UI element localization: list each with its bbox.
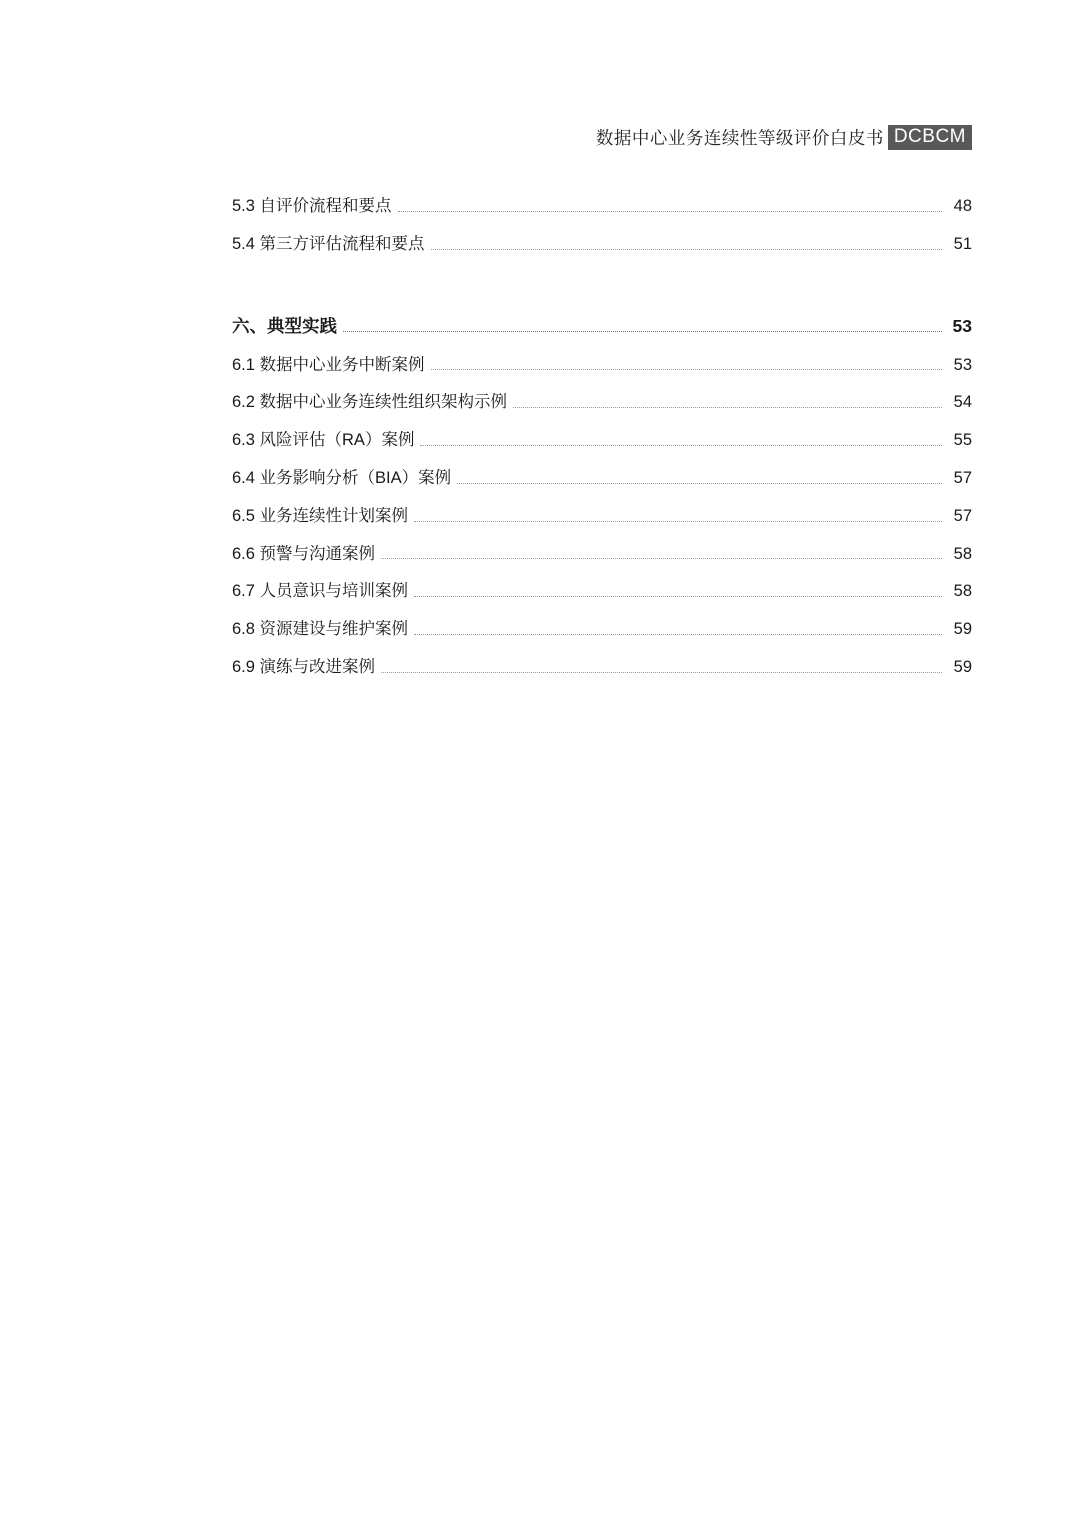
- toc-entry-label: 六、典型实践: [232, 315, 337, 336]
- toc-entry[interactable]: [232, 188, 972, 226]
- toc-entry[interactable]: [232, 384, 972, 422]
- toc-entry[interactable]: [232, 226, 972, 264]
- toc-entry-label: 6.8 资源建设与维护案例: [232, 620, 409, 639]
- toc-entry-page: 55: [953, 431, 972, 450]
- toc-entry[interactable]: [232, 611, 972, 649]
- toc-leader: [420, 444, 942, 446]
- toc-entry-label: 6.6 预警与沟通案例: [232, 544, 376, 563]
- toc-entry-label: 6.9 演练与改进案例: [232, 657, 376, 676]
- toc-entry-label: 5.4 第三方评估流程和要点: [232, 234, 425, 253]
- toc-entry-page: 51: [953, 234, 972, 253]
- toc-entry[interactable]: [232, 460, 972, 498]
- dcbcm-badge: DCBCM: [888, 125, 972, 150]
- toc-entry-label: 6.3 风险评估（RA）案例: [232, 431, 415, 450]
- toc-entry-page: 54: [953, 393, 972, 412]
- toc-leader: [398, 210, 942, 212]
- toc-entry-page: 57: [953, 468, 972, 487]
- page-content: [232, 120, 972, 687]
- toc-leader: [414, 633, 942, 635]
- toc-entry-section-six[interactable]: [232, 306, 972, 347]
- toc-entry-page: 58: [953, 544, 972, 563]
- toc-entry-label: 6.2 数据中心业务连续性组织架构示例: [232, 393, 508, 412]
- toc-leader: [431, 368, 942, 370]
- toc-entry[interactable]: [232, 573, 972, 611]
- toc-entry-page: 53: [952, 315, 972, 336]
- toc-leader: [414, 520, 942, 522]
- toc-entry-label: 6.5 业务连续性计划案例: [232, 506, 409, 525]
- toc-entry-page: 48: [953, 197, 972, 215]
- toc-leader: [343, 330, 942, 332]
- toc-entry-page: 59: [953, 620, 972, 639]
- toc-entry-page: 58: [953, 582, 972, 601]
- toc-group-section-six: [232, 306, 972, 687]
- toc-entry-label: 6.1 数据中心业务中断案例: [232, 355, 425, 374]
- toc-entry-label: 6.7 人员意识与培训案例: [232, 582, 409, 601]
- toc-leader: [414, 595, 942, 597]
- toc-leader: [381, 671, 942, 673]
- toc-entry[interactable]: [232, 422, 972, 460]
- toc-entry[interactable]: [232, 649, 972, 687]
- section-spacer: [232, 264, 972, 306]
- toc-leader: [457, 482, 942, 484]
- toc-leader: [513, 406, 942, 408]
- toc-entry-label: 5.3 自评价流程和要点: [232, 197, 392, 215]
- toc-entry-page: 57: [953, 506, 972, 525]
- toc-entry[interactable]: [232, 536, 972, 574]
- toc-entry-page: 59: [953, 657, 972, 676]
- toc-group-section-five-tail: [232, 188, 972, 264]
- document-title: 数据中心业务连续性等级评价白皮书: [595, 127, 884, 148]
- toc-entry-page: 53: [953, 355, 972, 374]
- toc-entry[interactable]: [232, 498, 972, 536]
- toc-entry-label: 6.4 业务影响分析（BIA）案例: [232, 468, 452, 487]
- toc-leader: [381, 557, 942, 559]
- toc-leader: [431, 248, 942, 250]
- document-header: [232, 120, 972, 154]
- toc-entry[interactable]: [232, 347, 972, 385]
